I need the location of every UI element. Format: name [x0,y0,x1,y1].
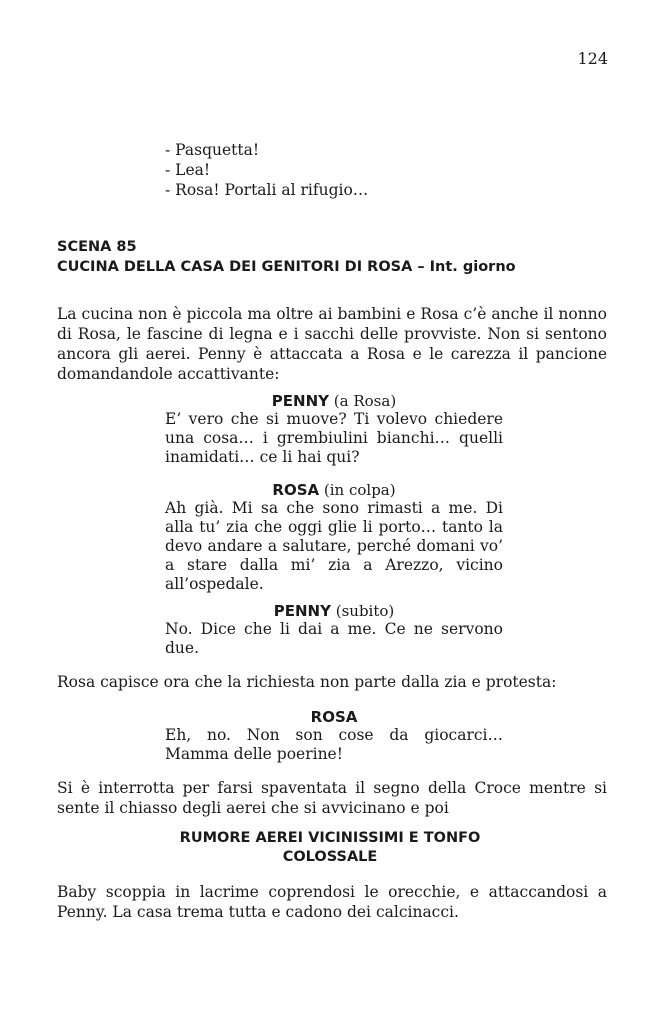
page-number: 124 [577,49,608,68]
action-paragraph: Rosa capisce ora che la richiesta non parte dalla zia e protesta: [57,673,557,691]
action-paragraph: La cucina non è piccola ma oltre ai bambini e Rosa c’è anche il nonno di Rosa, le fascine di legna e i sacchi delle provviste. Non si sentono ancora gli aerei. Penny è attaccata a Rosa e le carezza il pancione domandandole accattivante: [57,305,607,383]
dialogue-text: Ah già. Mi sa che sono rimasti a me. Di alla tu’ zia che oggi glie li porto… tanto la devo andare a salutare, perché domani vo’ a stare dalla mi’ zia a Arezzo, vicino all’ospedale. [165,499,503,593]
dialogue-text: No. Dice che li dai a me. Ce ne servono due. [165,620,503,657]
bullet-line: - Lea! [165,160,368,180]
scene-location: CUCINA DELLA CASA DEI GENITORI DI ROSA – Int. giorno [57,259,516,275]
dialogue-text: Eh, no. Non son cose da giocarci… Mamma delle poerine! [165,726,503,763]
dialogue-text: E’ vero che si muove? Ti volevo chiedere una cosa… i grembiulini bianchi… quelli inamidati… ce li hai qui? [165,410,503,466]
bullet-line: - Rosa! Portali al rifugio… [165,180,368,200]
action-paragraph: Si è interrotta per farsi spaventata il segno della Croce mentre si sente il chiasso degli aerei che si avvicinano e poi [57,779,607,817]
character-cue: ROSA [310,708,358,726]
character-cue: PENNY (subito) [273,602,395,620]
scene-heading [57,237,516,277]
sound-effect-heading: RUMORE AEREI VICINISSIMI E TONFO COLOSSALE [179,830,481,865]
character-cue: ROSA (in colpa) [272,481,396,499]
character-cue: PENNY (a Rosa) [271,392,397,410]
action-paragraph: Baby scoppia in lacrime coprendosi le orecchie, e attaccandosi a Penny. La casa trema tutta e cadono dei calcinacci. [57,883,607,921]
scene-number: SCENA 85 [57,239,137,255]
dialogue-bullet-list [165,140,368,200]
bullet-line: - Pasquetta! [165,140,368,160]
